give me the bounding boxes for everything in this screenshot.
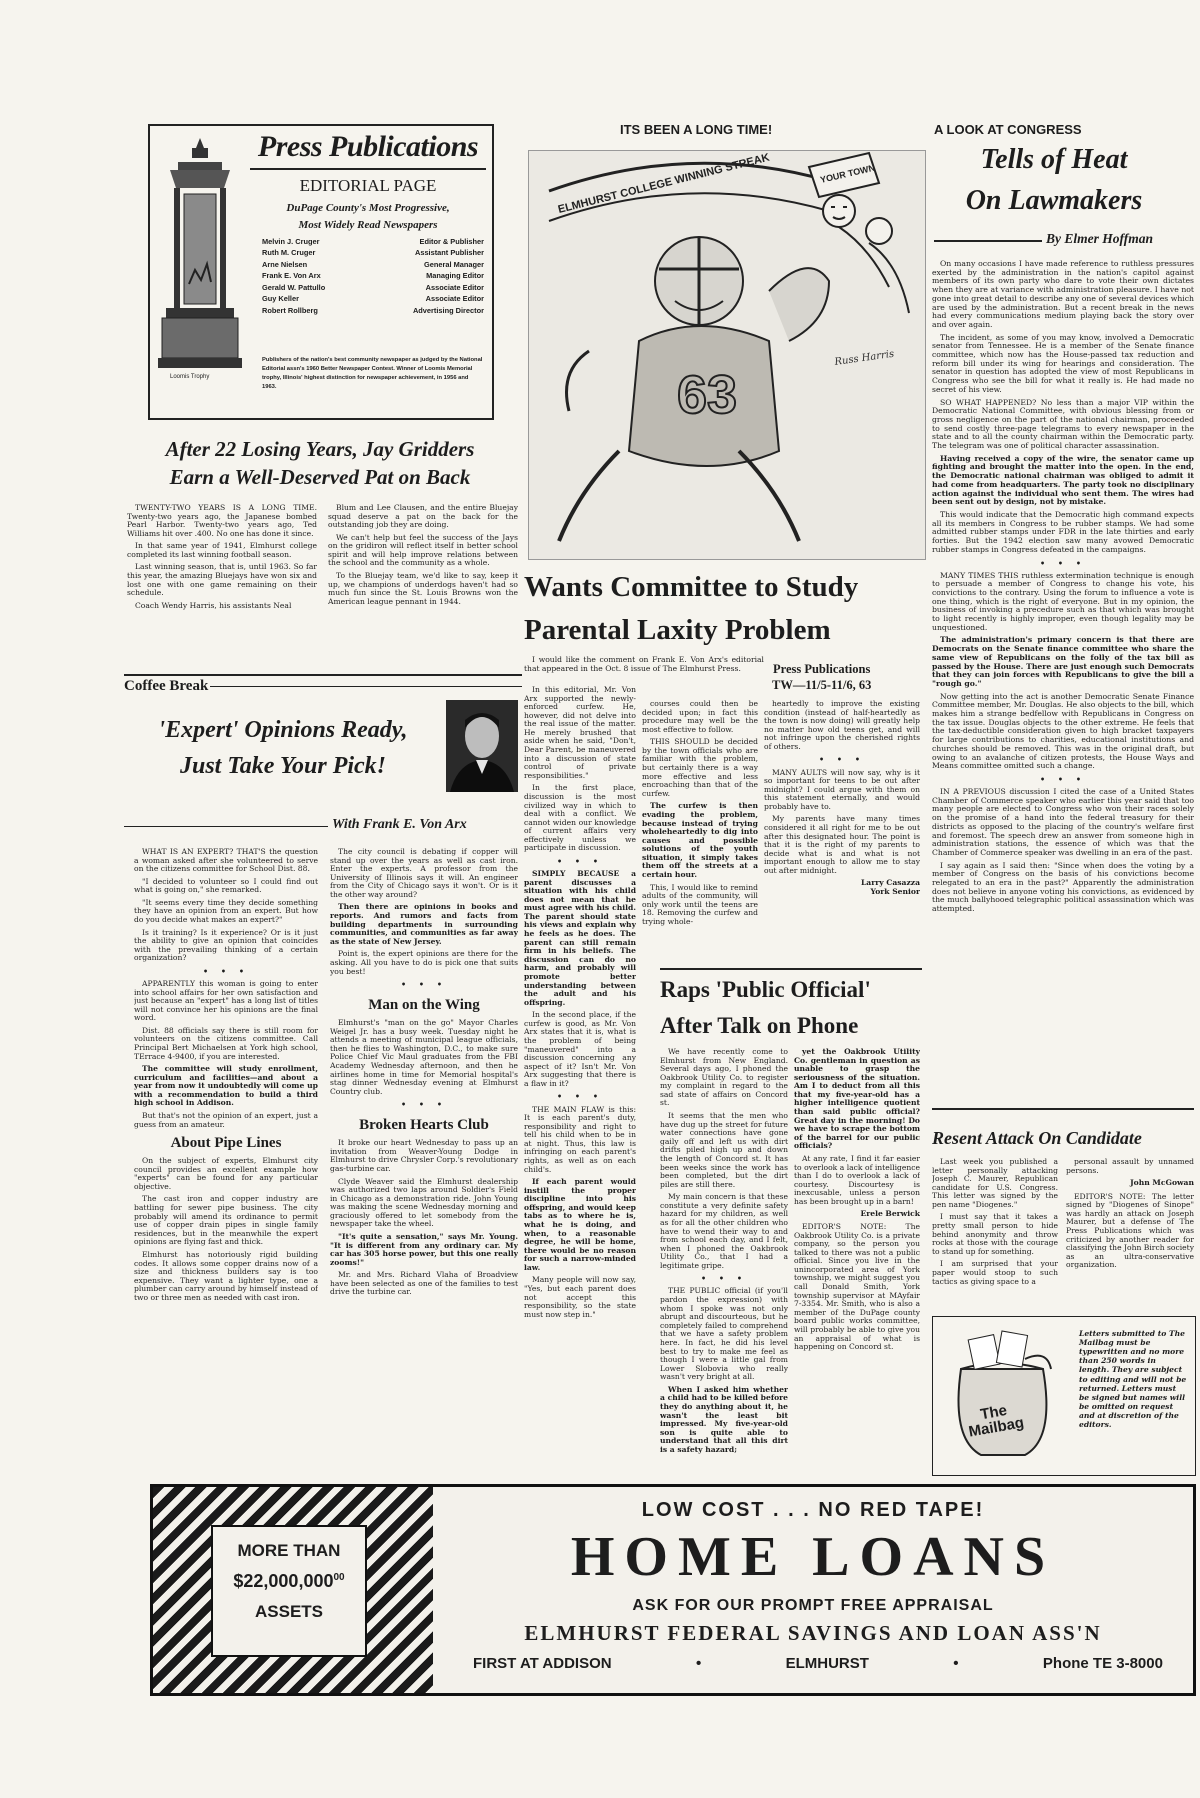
cartoon-illustration <box>529 151 925 559</box>
paragraph: On many occasions I have made reference to ruthless pressures exerted by the administration in the nation's capitol against members of its own party who dare to vote their own dictates when they are at variance with administration pleasure. I have not gone into great detail to describe any one of several devices which are used by the administration. But a recent break in the news had every communications medium playing back the story over and over again. <box>932 260 1194 329</box>
paragraph: MANY TIMES THIS ruthless extermination technique is enough to persuade a member of Congress to change his vote, his convictions to the contrary. Using the forum to influence a vote is one thing, which is the right of everyone. But in my opinion, the business of invoking a precedure such as that which was brought to light recently is highly improper, even though legality may be unquestioned. <box>932 570 1194 632</box>
paragraph: "It's quite a sensation," says Mr. Young. "It is different from any ordinary car. My car has 305 horse power, but this one really zooms!" <box>330 1232 518 1267</box>
paragraph: We can't help but feel the success of the Jays on the gridiron will reflect itself in better school spirit and will help improve relations between the school and the community as a whole. <box>328 532 518 568</box>
committee-col-3 <box>764 700 920 954</box>
raps-col-2 <box>794 1048 920 1472</box>
paragraph: The committee will study enrollment, curriculum and facilities—and about a year from now it undoubtedly will come up with a recommendation to build a third high school in Addison. <box>134 1064 318 1108</box>
paragraph: If each parent would instill the proper discipline into his offspring, and would keep tabs as to where he is, what he is doing, and when, to a reasonable degree, he will be home, there would be no reason for such a narrow-minded law. <box>524 1177 636 1272</box>
separator: • • • <box>557 855 603 866</box>
masthead-tagline <box>246 200 490 233</box>
ad-line-1: LOW COST . . . NO RED TAPE! <box>641 1499 985 1521</box>
committee-headline-1: Wants Committee to Study <box>524 571 859 603</box>
cartoon-box <box>528 150 926 560</box>
award-note: Publishers of the nation's best community newspaper as judged by the National Editorial assn's 1960 Better Newspaper Contest. Winner of Loomis Memorial trophy, Illinois' highest distinction for newspaper achievement, in 1956 and 1963. <box>262 357 483 390</box>
separator: • • • <box>1040 557 1086 568</box>
committee-dateline <box>772 662 871 693</box>
paragraph: We have recently come to Elmhurst from New England. Several days ago, I phoned the Oakbrook Utility Co. to register my complaint in regard to the sad state of affairs on Concord st. <box>660 1048 788 1108</box>
bullet: • <box>953 1655 959 1672</box>
masthead-title: Press Publications <box>257 130 479 163</box>
bullet: • <box>695 1655 702 1672</box>
resent-col-1 <box>932 1158 1058 1308</box>
hearts-subhead: Broken Hearts Club <box>359 1117 489 1134</box>
paragraph: I must say that it takes a pretty small person to hide behind anonymity and throw rocks at those with the courage to stand up for something. <box>932 1212 1058 1256</box>
paragraph: THE MAIN FLAW is this: It is each parent's duty, responsibility and right to tell his child when to be in at night. Thus, this law is infringing on each parent's rights, as well as on each child's. <box>524 1104 636 1174</box>
paragraph: The cast iron and copper industry are battling for sewer pipe business. The city probably will amend its ordinance to permit use of copper drain pipes in single family residences, but in the meanwhile the expert opinions are flying fast and thick. <box>134 1194 318 1247</box>
paragraph: The curfew is then evading the problem, because instead of trying wholeheartedly to dig into causes and possible solutions of the youth situation, it simply takes them off the streets at a certain hour. <box>642 801 758 879</box>
paragraph: In the second place, if the curfew is good, as Mr. Von Arx states that it is, what is the problem of being "maneuvered" into a discussion concerning any aspect of it? Isn't Mr. Von Arx suggesting that there is a flaw in it? <box>524 1010 636 1088</box>
congress-col <box>932 260 1194 1102</box>
separator: • • • <box>557 1091 603 1102</box>
paragraph: Clyde Weaver said the Elmhurst dealership was authorized two laps around Soldier's Field in Chicago as a demonstration ride. John Young was making the scene Wednesday morning and graciously offered to let somebody from the newspaper take the wheel. <box>330 1176 518 1229</box>
paragraph: In that same year of 1941, Elmhurst college completed its last winning football season. <box>127 541 317 559</box>
paragraph: "It seems every time they decide something they have an opinion from an expert. But how do you decide what makes an expert?" <box>134 897 318 925</box>
dateline-line-2: TW—11/5-11/6, 63 <box>772 677 872 692</box>
trophy-caption: Loomis Trophy <box>170 374 210 380</box>
paragraph: heartedly to improve the existing condition (instead of half-heartedly as the town is now doing) will greatly help no matter how old teens get, and will not infringe upon the cherished rights of others. <box>764 700 920 751</box>
paragraph: At any rate, I find it far easier to overlook a lack of intelligence than I do to overlook a lack of courtesy. Discourtesy is inexcusable, unless a person has been brought up in a barn! <box>794 1153 920 1206</box>
paragraph: On the subject of experts, Elmhurst city council provides an excellent example how "experts" can be found for any particular objective. <box>134 1156 318 1191</box>
dateline-line-1: Press Publications <box>772 662 871 676</box>
staff-row: Gerald W. Pattullo Associate Editor <box>262 282 484 292</box>
paragraph: WHAT IS AN EXPERT? THAT'S the question a woman asked after she volunteered to serve on the citizens committee for School Dist. 88. <box>134 848 318 874</box>
masthead-subtitle: EDITORIAL PAGE <box>299 176 437 195</box>
paragraph: personal assault by unnamed persons. <box>1066 1158 1194 1175</box>
wing-subhead: Man on the Wing <box>368 997 480 1014</box>
gridders-col-2 <box>328 504 518 672</box>
coffee-col-1 <box>134 848 318 1332</box>
gridders-col-1 <box>127 504 317 672</box>
paragraph: SIMPLY BECAUSE a parent discusses a situation with his child does not mean that he must agree with his child. The parent should state his views and explain why he feels as he does. The parent can still remain firm in his beliefs. The discussion can do no harm, and probably will promote better understanding between the adult and his offspring. <box>524 869 636 1007</box>
paragraph: THE PUBLIC official (if you'll pardon the expression) with whom I spoke was not only abrupt and discourteous, but he completely failed to comprehend that we have a safety problem here. In fact, he did his level best to try to make me feel as though I were a little gal from Lower Slobovia who really wasn't very bright at all. <box>660 1286 788 1382</box>
pipe-subhead: About Pipe Lines <box>170 1135 282 1152</box>
paragraph: It broke our heart Wednesday to pass up an invitation from Weaver-Young Dodge in Elmhurst to drive Chrysler Corp.'s revolutionary gas-turbine car. <box>330 1138 518 1173</box>
paragraph: SO WHAT HAPPENED? No less than a major VIP within the Democratic National Committee, with obvious blessing from or gross negligence on the part of the national chairman, proceeded to send costly three-page telegrams to every newspaper in the state and to all the county chairman within the Democratic party. The telegram was one of political character assassination. <box>932 397 1194 451</box>
paragraph: courses could then be decided upon; in fact this procedure may well be the most effective to follow. <box>642 700 758 734</box>
raps-headline-1: Raps 'Public Official' <box>660 977 871 1002</box>
committee-col-1b <box>524 686 636 1472</box>
coffee-headline-1: 'Expert' Opinions Ready, <box>158 717 408 743</box>
staff-list <box>262 236 484 316</box>
badge-line-2: $22,000,000$^{00}$ <box>233 1571 345 1591</box>
paragraph: Last week you published a letter personally attacking Joseph C. Maurer, Republican candidate for U.S. Congress. This letter was signed by the pen name "Diogenes." <box>932 1158 1058 1209</box>
paragraph: Elmhurst's "man on the go" Mayor Charles Weigel Jr. has a busy week. Tuesday night he attends a meeting of municipal league officials, then he flies to Washington, D.C., to make sure Police Chief Vic Maul graduates from the FBI Academy Wednesday afternoon, and then he airlines home in time for Memorial hospital's stag dinner Wednesday evening at Elmhurst Country club. <box>330 1018 518 1096</box>
staff-row: Guy Keller Associate Editor <box>262 294 484 304</box>
paragraph: My parents have many times considered it all right for me to be out after this designated hour. The point is that it is the right of my parents to decide what is and what is not important enough to allow me to stay out after midnight. <box>764 814 920 875</box>
paragraph: To the Bluejay team, we'd like to say, keep it up, we champions of underdogs haven't had so much fun since the St. Louis Browns won the American league pennant in 1944. <box>328 571 518 606</box>
assets-badge <box>211 1525 367 1657</box>
paragraph: In the first place, discussion is the most civilized way in which to deal with a conflict. We cannot widen our knowledge of current affairs very effectively unless we participate in discussion. <box>524 783 636 853</box>
mailbag-box <box>932 1316 1196 1476</box>
coffee-byline: With Frank E. Von Arx <box>332 817 467 832</box>
committee-signer-school: York Senior <box>870 887 920 897</box>
paragraph: Dist. 88 officials say there is still room for volunteers on the citizens committee. Call Principal Bert Michaelsen at York high school, TErrace 4-9400, if you are interested. <box>134 1025 318 1061</box>
tagline-line-2: Most Widely Read Newspapers <box>298 218 438 231</box>
separator: • • • <box>819 754 865 765</box>
staff-row: Melvin J. Cruger Editor & Publisher <box>262 237 484 246</box>
congress-headline <box>934 140 1174 221</box>
paragraph: Blum and Lee Clausen, and the entire Bluejay squad deserve a pat on the back for the outstanding job they are doing. <box>328 504 518 530</box>
staff-row: Robert Rollberg Advertising Director <box>262 305 484 315</box>
coffee-kicker: Coffee Break <box>124 678 209 694</box>
resent-signer: John McGowan <box>1130 1178 1194 1188</box>
paragraph: Coach Wendy Harris, his assistants Neal <box>135 600 292 610</box>
separator: • • • <box>701 1273 747 1284</box>
editors-note: EDITOR'S NOTE: The Oakbrook Utility Co. is a private company, so the person you talked to there was not a public official. Since you live in the unincorporated area of York township, we might suggest you call Donald Smith, York township supervisor at MAyfair 7-3354. Mr. Smith, who is also a member of the DuPage county board public works committee, will probably be able to give you an appraisal of what is happening on Concord st. <box>794 1221 920 1352</box>
separator: • • • <box>401 1099 447 1110</box>
cartoon-kicker: ITS BEEN A LONG TIME! <box>620 122 773 137</box>
paragraph: The city council is debating if copper will stand up over the years as well as cast iron. Enter the experts. A professor from the University of Illinois says it will. An engineer from the City of Chicago says it won't. Or is it the other way around? <box>330 848 518 899</box>
separator: • • • <box>1040 774 1086 784</box>
raps-headline <box>660 972 924 1044</box>
coffee-headline <box>124 712 442 784</box>
paragraph: In this editorial, Mr. Von Arx supported the newly-enforced curfew. He, however, did not delve into the real issue of the matter. He merely brushed that aside when he said, "Don't, Dear Parent, be maneuvered into a discussion of state control of private responsibilities." <box>524 686 636 780</box>
committee-signer: Larry Casazza <box>860 878 920 888</box>
home-loans-ad <box>150 1484 1196 1696</box>
paragraph: The administration's primary concern is that there are Democrats on the Senate finance committee who share the same view of Republicans on the folly of the tax bill as passed by the House. There are just enough such Democrats that they can join forces with Republicans to give the bill a "rough go." <box>932 635 1194 688</box>
paragraph: Is it training? Is it experience? Or is it just the ability to give an opinion that coincides with the prevailing thinking of a certain organization? <box>134 927 318 963</box>
staff-row: Frank E. Von Arx Managing Editor <box>262 271 484 281</box>
mailbag-notice: Letters submitted to The Mailbag must be typewritten and no more than 250 words in length. They are subject to editing and will not be returned. Letters must be signed but names will be omitted on request and at discretion of the editors. <box>1079 1329 1187 1430</box>
committee-headline-2: Parental Laxity Problem <box>524 613 831 646</box>
paragraph: But that's not the opinion of an expert, just a guess from an amateur. <box>134 1111 318 1129</box>
paragraph: When I asked him whether a child had to be killed before they do anything about it, he wasn't the least bit impressed. My five-year-old son is quite able to understand that all this dirt is a safety hazard; <box>660 1384 788 1454</box>
committee-col-1 <box>524 656 764 682</box>
paragraph: I would like the comment on Frank E. Von Arx's editorial that appeared in the Oct. 8 issue of The Elmhurst Press. <box>524 656 764 673</box>
cartoon-sign-text: YOUR TOWN <box>819 162 876 185</box>
paragraph: yet the Oakbrook Utility Co. gentleman in question as unable to grasp the seriousness of the situation. Am I to deduct from all this that my five-year-old has a higher intelligence quotient than said public official? Great day in the morning! Do we have to scrape the bottom of the barrel for our public officials? <box>794 1048 920 1151</box>
ad-address-1: FIRST AT ADDISON <box>473 1655 612 1672</box>
badge-line-3: ASSETS <box>254 1602 324 1621</box>
coffee-col-2 <box>330 848 518 1332</box>
editors-note: EDITOR'S NOTE: The letter signed by "Diogenes of Sinope" was hardly an attack on Joseph Maurer, but a defense of The Press Publications which was criticized by another reader for classifying the John Birch society as an ultra-conservative organization. <box>1066 1191 1194 1270</box>
congress-headline-2: On Lawmakers <box>965 184 1143 216</box>
mailbag-logo-text: The Mailbag <box>967 1401 1026 1441</box>
gridders-headline <box>110 436 530 491</box>
paragraph: IN A PREVIOUS discussion I cited the case of a United States Chamber of Commerce speaker who earlier this year said that too many people are elected to Congress who won their races solely on the promise of a hand into the federal treasury for their districts as opposed to the placing of the country's welfare first and foremost. The speech drew an answer from someone high in administration stations, the essence of which was that the Chamber of Commerce speaker was dwelling in an era of the past. <box>932 787 1194 857</box>
paragraph: This would indicate that the Democratic high command expects all its members in Congress to be rubber stamps. We had some admitted rubber stamps under FDR in the late thirties and early forties. But the 1942 election saw many avowed Democratic rubber stamps in Congress defeated in the campaigns. <box>932 509 1194 554</box>
paragraph: APPARENTLY this woman is going to enter into school affairs for her own satisfaction and just because an "expert" has a long list of titles will not convince her his opinions are the final word. <box>134 978 318 1023</box>
tagline-line-1: DuPage County's Most Progressive, <box>286 202 450 214</box>
ad-line-3: ASK FOR OUR PROMPT FREE APPRAISAL <box>632 1597 994 1614</box>
badge-line-1: MORE THAN <box>237 1541 341 1560</box>
paragraph: Having received a copy of the wire, the senator came up fighting and brought the matter into the open. In the end, the Democratic national chairman was obliged to admit it had come from headquarters. The party took no disciplinary action against the individual who sent them. The wires had been sent out by design, not by mistake. <box>932 453 1194 507</box>
congress-byline: By Elmer Hoffman <box>1046 231 1154 246</box>
paragraph: "I decided to volunteer so I could find out what is going on," she remarked. <box>134 876 318 895</box>
cartoon-signature: Russ Harris <box>833 348 895 368</box>
separator: • • • <box>401 979 447 990</box>
paragraph: I am surprised that your paper would stoop to such tactics as giving space to a <box>932 1259 1058 1286</box>
paragraph: TWENTY-TWO YEARS IS A LONG TIME. Twenty-two years ago, the Japanese bombed Pearl Harbor. Twenty-two years ago, Ted Williams hit over .400. No one has done it since. <box>127 504 317 538</box>
gridders-headline-1: After 22 Losing Years, Jay Gridders <box>165 437 475 461</box>
paragraph: This, I would like to remind adults of the community, will only work until the teens are 18. Removing the curfew and trying whole- <box>642 882 758 926</box>
paragraph: Many people will now say, "Yes, but each parent does not accept this responsibility, so the state must now step in." <box>524 1275 636 1319</box>
portrait-icon <box>446 700 518 792</box>
ad-address-3: Phone TE 3-8000 <box>1042 1655 1163 1672</box>
raps-signer: Erele Berwick <box>860 1209 920 1219</box>
paragraph: My main concern is that these constitute a very definite safety hazard for my children, as well as for all the other children who have to wend their way to and from school each day, and I felt, when I phoned the Oakbrook Utility Co., that I had a legitimate gripe. <box>660 1192 788 1270</box>
ad-address-row <box>473 1655 1163 1672</box>
paragraph: It seems that the men who have dug up the street for future water connections have gone gaily off and left us with dirt drifts piled high up and down the length of Concord st. It has been weeks since the work has been completed, but the dirt piles are still there. <box>660 1111 788 1189</box>
committee-headline <box>524 566 944 652</box>
gridders-headline-2: Earn a Well-Deserved Pat on Back <box>169 464 471 489</box>
ad-line-4: ELMHURST FEDERAL SAVINGS AND LOAN ASS'N <box>524 1621 1102 1645</box>
ad-address-2: ELMHURST <box>785 1655 869 1672</box>
coffee-headline-2: Just Take Your Pick! <box>179 753 387 779</box>
staff-row: Ruth M. Cruger Assistant Publisher <box>262 248 484 258</box>
paragraph: I say again as I said then: "Since when does the voting by a member of Congress on the basis of his convictions become relegated to an era in the past?" Apparently the administration does not believe in anyone voting his convictions, as evidenced by the much ballyhooed telegraphic political assassination which was attempted. <box>932 860 1194 914</box>
paragraph: Now getting into the act is another Democratic Senate Finance Committee member, Mr. Douglas. He also objects to the bill, which makes him a strange bedfellow with Republicans in Congress on the tax issue. Douglas objects to the other extreme. He feels that the tax-deductible consideration given to high bracket taxpayers for large contributions to charities, educational institutions and churches should be removed. This was in the original draft, but owing to an avalanche of citizen protests, the House Ways and Means committee omitted such a change. <box>932 691 1194 771</box>
trophy-icon <box>156 134 244 384</box>
paragraph: Point is, the expert opinions are there for the asking. All you have to do is pick one that suits you best! <box>330 949 518 976</box>
paragraph: THIS SHOULD be decided by the town officials who are familiar with the problem, but certainly there is a way more effective and less encroaching than that of the curfew. <box>642 737 758 798</box>
raps-headline-2: After Talk on Phone <box>660 1012 859 1038</box>
resent-col-2 <box>1066 1158 1194 1308</box>
paragraph: Mr. and Mrs. Richard Vlaha of Broadview have been selected as one of the families to test drive the turbine car. <box>330 1270 518 1297</box>
ad-line-2: HOME LOANS <box>570 1526 1056 1588</box>
congress-headline-1: Tells of Heat <box>980 144 1128 175</box>
resent-headline: Resent Attack On Candidate <box>932 1128 1142 1148</box>
cartoon-jersey-number: 63 <box>677 365 738 425</box>
paragraph: Last winning season, that is, until 1963. So far this year, the amazing Bluejays have won six and lost one with one game remaining on their schedule. <box>127 562 317 598</box>
paragraph: Then there are opinions in books and reports. And rumors and facts from building departments in surrounding communities, and communities as far away as the state of New Jersey. <box>330 902 518 946</box>
paragraph: MANY AULTS will now say, why is it so important for teens to be out after midnight? I could argue with them on this statement eternally, and would probably have to. <box>764 767 920 811</box>
raps-col-1 <box>660 1048 788 1472</box>
masthead-box <box>148 124 494 420</box>
cartoon-banner-text: ELMHURST COLLEGE WINNING STREAK <box>556 151 771 216</box>
separator: • • • <box>203 965 249 976</box>
columnist-photo <box>446 700 518 792</box>
paragraph: Elmhurst has notoriously rigid building codes. It allows some copper drains now of a size and thickness builders say is too expensive. They want a lighter type, one a plumber can carry around by himself instead of two or three men as needed with cast iron. <box>134 1249 318 1302</box>
paragraph: The incident, as some of you may know, involved a Democratic senator from Tennessee. He is a member of the Senate finance committee, which now has the House-passed tax reduction and reform bill under its wing for hearings and consideration. The senator in question has adopted the view of most Republicans in Congress who see the bill for what it really is. He had made no secret of his view. <box>932 332 1194 394</box>
staff-row: Arne Nielsen General Manager <box>262 259 484 269</box>
congress-kicker: A LOOK AT CONGRESS <box>934 122 1082 137</box>
